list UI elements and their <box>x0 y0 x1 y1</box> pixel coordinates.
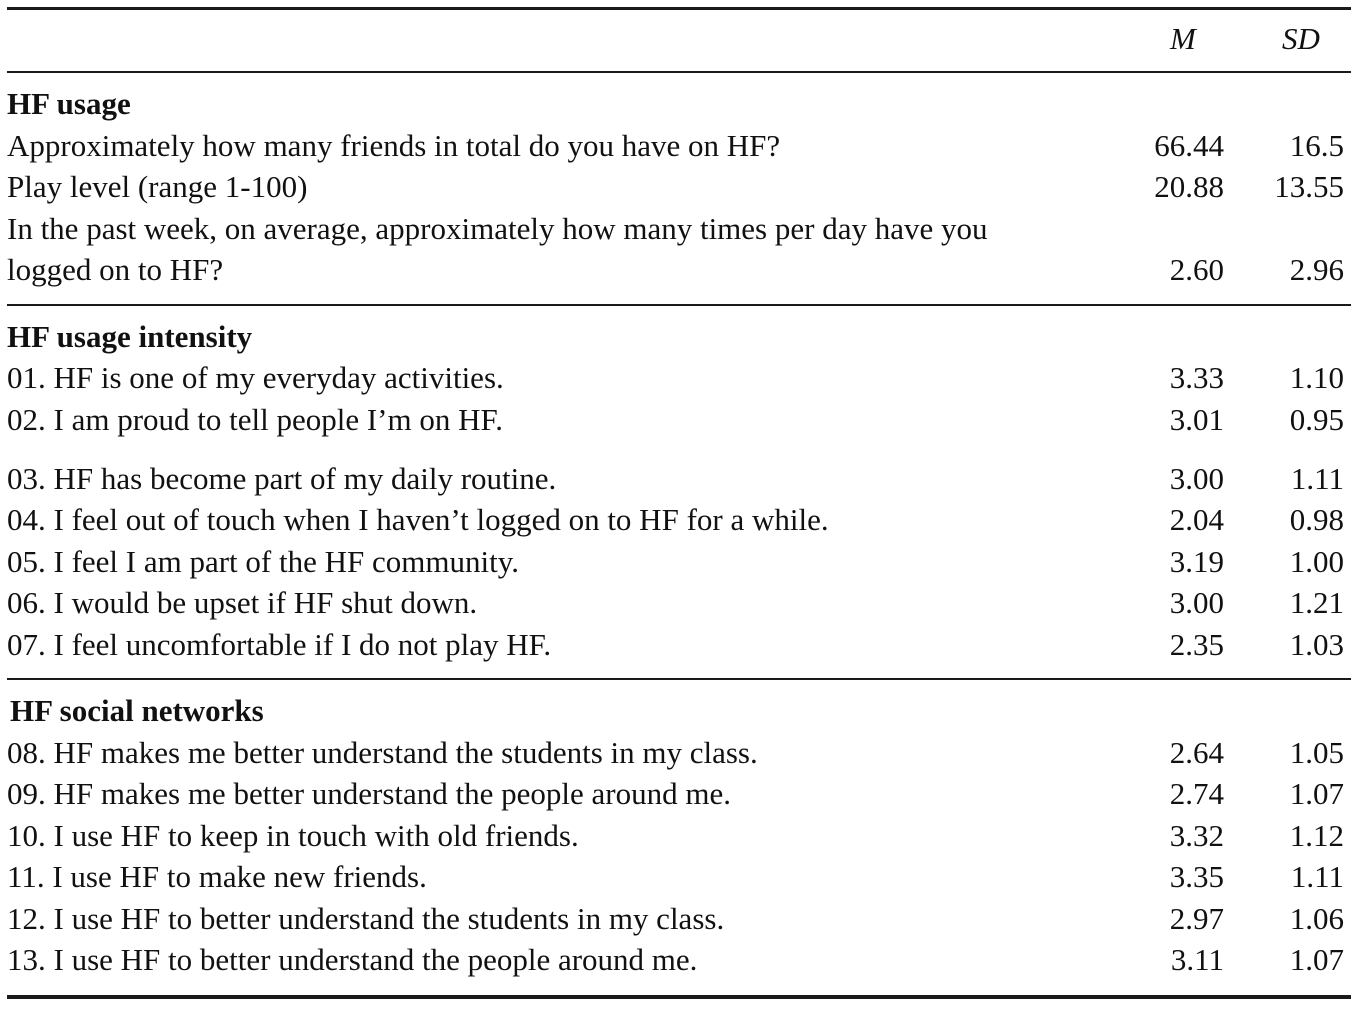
section-heading-social <box>0 690 1370 731</box>
row-sd: 1.00 <box>1289 544 1344 579</box>
row-mean: 2.35 <box>1169 627 1224 662</box>
row-sd: 0.95 <box>1289 402 1344 437</box>
table-row <box>0 624 1370 665</box>
row-mean: 2.97 <box>1169 901 1224 936</box>
table-row <box>0 357 1370 398</box>
row-label: 02. I am proud to tell people I’m on HF. <box>7 402 504 437</box>
row-label: 03. HF has become part of my daily routine. <box>7 461 557 496</box>
row-mean: 2.64 <box>1169 735 1224 770</box>
header-rule <box>7 71 1351 73</box>
row-label: Approximately how many friends in total do you have on HF? <box>7 128 781 163</box>
row-label: 06. I would be upset if HF shut down. <box>7 585 478 620</box>
table-row <box>0 249 1370 290</box>
row-sd: 1.21 <box>1289 585 1344 620</box>
row-mean: 3.19 <box>1169 544 1224 579</box>
table-row <box>0 582 1370 623</box>
table-row <box>0 458 1370 499</box>
table-row <box>0 208 1370 249</box>
row-sd: 1.06 <box>1289 901 1344 936</box>
row-sd: 2.96 <box>1289 252 1344 287</box>
section-heading-intensity <box>0 316 1370 357</box>
table-row <box>0 939 1370 980</box>
table-row <box>0 898 1370 939</box>
row-mean: 2.04 <box>1169 502 1224 537</box>
row-sd: 16.5 <box>1289 128 1344 163</box>
table-row <box>0 166 1370 207</box>
row-label: 08. HF makes me better understand the students in my class. <box>7 735 758 770</box>
row-sd: 1.07 <box>1289 942 1344 977</box>
row-mean: 20.88 <box>1154 169 1224 204</box>
row-mean: 3.00 <box>1169 461 1224 496</box>
row-sd: 1.11 <box>1290 461 1344 496</box>
row-sd: 1.07 <box>1289 776 1344 811</box>
top-rule <box>7 7 1351 10</box>
row-label: 01. HF is one of my everyday activities. <box>7 360 504 395</box>
row-label: logged on to HF? <box>7 252 224 287</box>
section-title: HF usage <box>7 86 131 121</box>
row-mean: 3.35 <box>1169 859 1224 894</box>
column-header-m: M <box>1170 21 1196 56</box>
table-row <box>0 773 1370 814</box>
row-sd: 0.98 <box>1289 502 1344 537</box>
row-mean: 2.74 <box>1169 776 1224 811</box>
row-label: 11. I use HF to make new friends. <box>7 859 427 894</box>
row-sd: 1.03 <box>1289 627 1344 662</box>
row-label: Play level (range 1-100) <box>7 169 308 204</box>
row-label: 10. I use HF to keep in touch with old friends. <box>7 818 579 853</box>
row-label: 04. I feel out of touch when I haven’t logged on to HF for a while. <box>7 502 829 537</box>
row-label: 12. I use HF to better understand the students in my class. <box>7 901 725 936</box>
row-mean: 3.01 <box>1169 402 1224 437</box>
column-header-sd: SD <box>1282 21 1320 56</box>
table-row <box>0 732 1370 773</box>
table-row <box>0 399 1370 440</box>
row-label: 05. I feel I am part of the HF community. <box>7 544 519 579</box>
table-row <box>0 541 1370 582</box>
row-sd: 1.05 <box>1289 735 1344 770</box>
row-mean: 2.60 <box>1169 252 1224 287</box>
row-sd: 1.10 <box>1289 360 1344 395</box>
row-sd: 13.55 <box>1274 169 1344 204</box>
section-rule <box>7 304 1351 306</box>
row-mean: 66.44 <box>1154 128 1224 163</box>
row-label: In the past week, on average, approximately how many times per day have you <box>7 211 988 246</box>
table-row <box>0 499 1370 540</box>
row-label: 13. I use HF to better understand the people around me. <box>7 942 698 977</box>
table-row <box>0 856 1370 897</box>
row-label: 09. HF makes me better understand the people around me. <box>7 776 731 811</box>
table-row <box>0 815 1370 856</box>
row-sd: 1.11 <box>1290 859 1344 894</box>
row-sd: 1.12 <box>1289 818 1344 853</box>
section-rule <box>7 678 1351 680</box>
section-heading-usage <box>0 83 1370 124</box>
row-mean: 3.11 <box>1170 942 1224 977</box>
section-title: HF usage intensity <box>7 319 253 354</box>
row-label: 07. I feel uncomfortable if I do not play HF. <box>7 627 552 662</box>
bottom-rule <box>7 995 1351 999</box>
table-row <box>0 125 1370 166</box>
section-title: HF social networks <box>10 693 264 728</box>
row-mean: 3.33 <box>1169 360 1224 395</box>
row-mean: 3.00 <box>1169 585 1224 620</box>
row-mean: 3.32 <box>1169 818 1224 853</box>
